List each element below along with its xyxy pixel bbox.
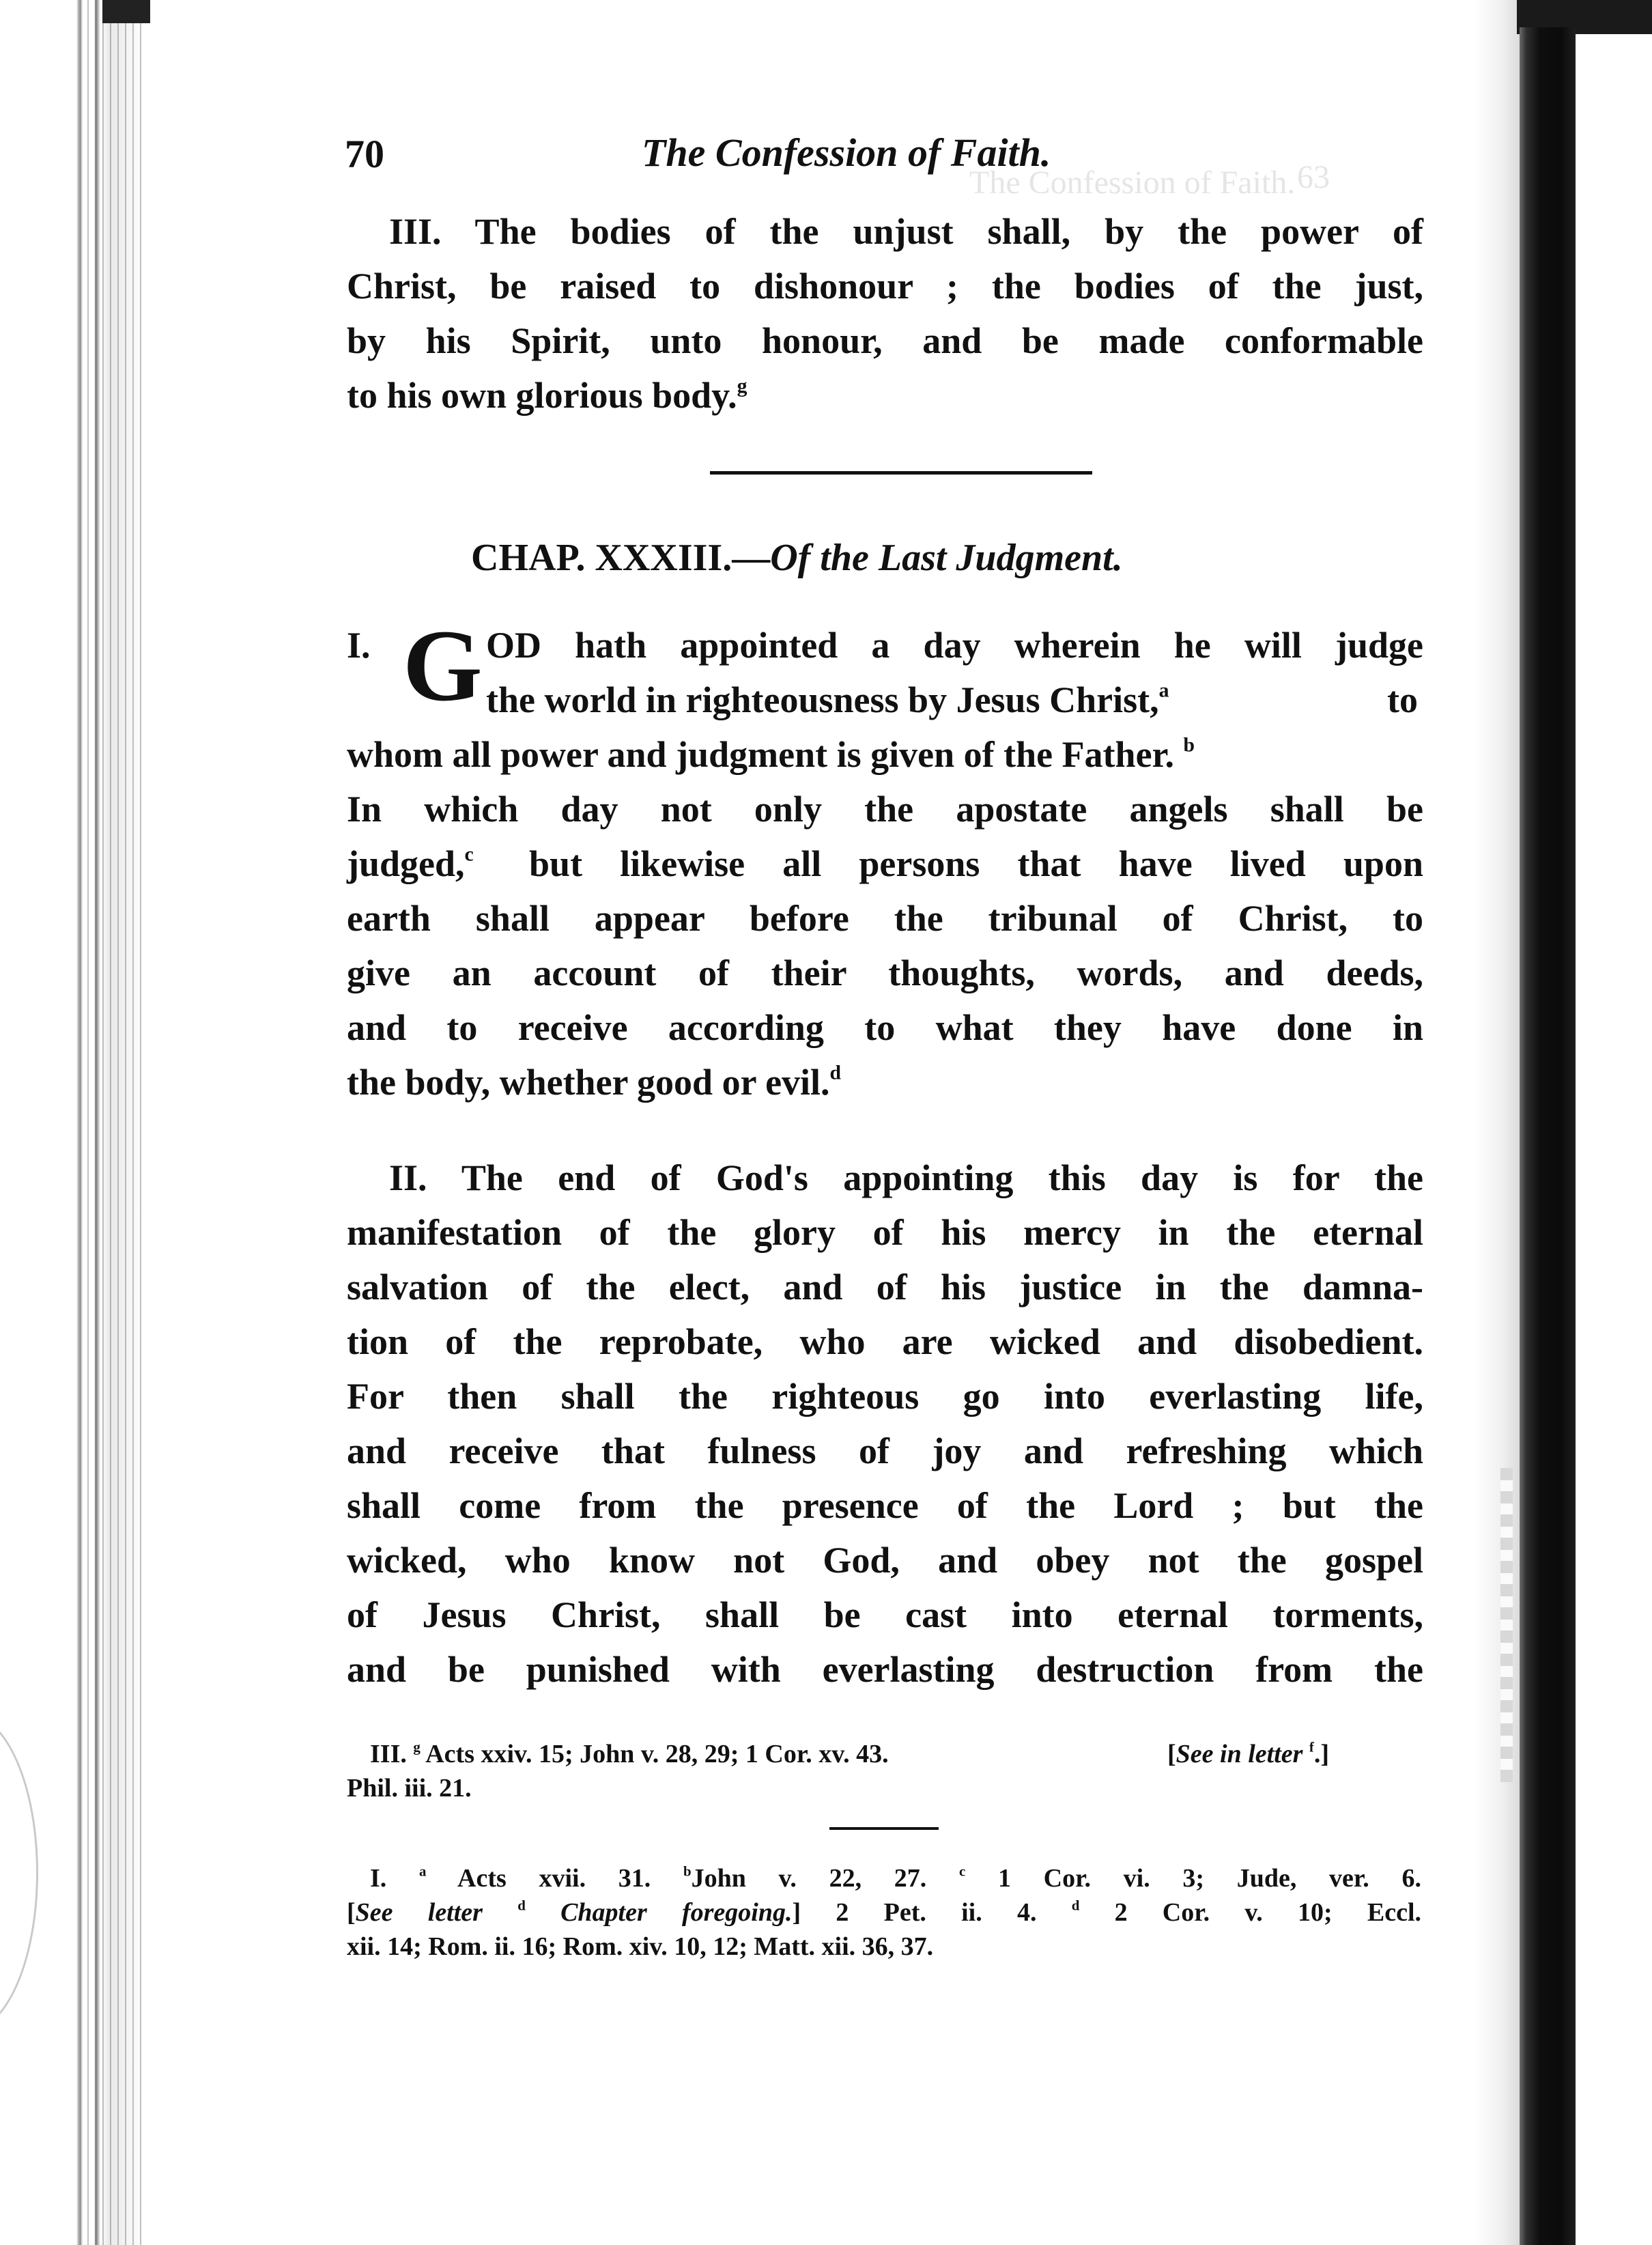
footnote-marker-g: g [737, 375, 747, 397]
section-i-line-3: whom all power and judgment is given of the Father. $^b$ [347, 734, 1195, 775]
section-i-line-7: give an account of their thoughts, words, and deeds, [347, 952, 1423, 993]
section-ii-line-4: tion of the reprobate, who are wicked and disobedient. [347, 1321, 1423, 1362]
footnote-divider-rule [829, 1827, 939, 1830]
section-i-line-9: the body, whether good or evil.$^d$ [347, 1062, 842, 1103]
section-ii-line-1: II. The end of God's appointing this day is for the [389, 1157, 1423, 1198]
section-i-line-2: the world in righteousness by Jesus Christ,$^a$ [486, 679, 1169, 720]
section-i-line-1: OD hath appointed a day wherein he will judge [486, 625, 1423, 666]
section-iii-line-4: to his own glorious body.$^g$ [347, 375, 747, 416]
section-iii-line-2: Christ, be raised to dishonour ; the bodies of the just, [347, 266, 1423, 307]
section-i-line-6: earth shall appear before the tribunal of Christ, to [347, 898, 1423, 939]
chapter-heading [471, 536, 1123, 580]
section-i-line-4: In which day not only the apostate angels shall be [347, 789, 1423, 830]
book-spine [1520, 27, 1576, 2245]
section-iii-line-1: III. The bodies of the unjust shall, by the power of [389, 211, 1423, 252]
section-ii-line-7: shall come from the presence of the Lord ; but the [347, 1485, 1423, 1526]
section-iii-line-3: by his Spirit, unto honour, and be made conformable [347, 320, 1423, 361]
section-i-line-5-start: judged,$^c$ [347, 843, 474, 884]
page-edges-left [74, 0, 142, 2245]
section-divider-rule [710, 471, 1092, 475]
bleed-through: The Confession of Faith. [969, 165, 1296, 201]
footnote-iii-see: [See in letter $^f$.] [1167, 1738, 1330, 1768]
top-scan-mark [102, 0, 150, 23]
section-ii-line-8: wicked, who know not God, and obey not the gospel [347, 1540, 1423, 1581]
section-i-line-8: and to receive according to what they have done in [347, 1007, 1423, 1048]
section-ii-line-6: and receive that fulness of joy and refreshing which [347, 1430, 1423, 1471]
footnote-iii-line-2: Phil. iii. 21. [347, 1774, 472, 1803]
footnote-i-line-1: I. $^a$ Acts xvii. 31. $^b$John v. 22, 27. $^c$ 1 Cor. vi. 3; Jude, ver. 6. [370, 1863, 1421, 1893]
section-i-line-2-end: to [1387, 679, 1418, 720]
running-title: The Confession of Faith. [642, 130, 1051, 175]
page-edge-strip [1500, 1468, 1513, 1782]
section-i-line-5: but likewise all persons that have lived upon [529, 843, 1423, 884]
section-ii-line-2: manifestation of the glory of his mercy in the eternal [347, 1212, 1423, 1253]
section-ii-line-3: salvation of the elect, and of his justice in the damna- [347, 1267, 1423, 1308]
section-ii-line-9: of Jesus Christ, shall be cast into eternal torments, [347, 1594, 1423, 1635]
drop-cap: G [403, 609, 483, 722]
page-shadow [1475, 0, 1522, 2245]
page-number: 70 [345, 132, 384, 176]
section-ii-line-10: and be punished with everlasting destruction from the [347, 1649, 1423, 1690]
bleed-through: 63 [1297, 159, 1330, 195]
chapter-number: CHAP. XXXIII.— [471, 537, 771, 579]
section-i-numeral: I. [347, 625, 371, 666]
chapter-title: Of the Last Judgment. [770, 537, 1123, 579]
footnote-i-line-2: [See letter $^d$ Chapter foregoing.] 2 Pet. ii. 4. $^d$ 2 Cor. v. 10; Eccl. [347, 1897, 1422, 1927]
footnote-i-line-3: xii. 14; Rom. ii. 16; Rom. xiv. 10, 12; Matt. xii. 36, 37. [347, 1932, 934, 1961]
section-ii-line-5: For then shall the righteous go into everlasting life, [347, 1376, 1423, 1417]
footnote-iii-line-1: III. $^g$ Acts xxiv. 15; John v. 28, 29; 1 Cor. xv. 43. [370, 1738, 889, 1768]
